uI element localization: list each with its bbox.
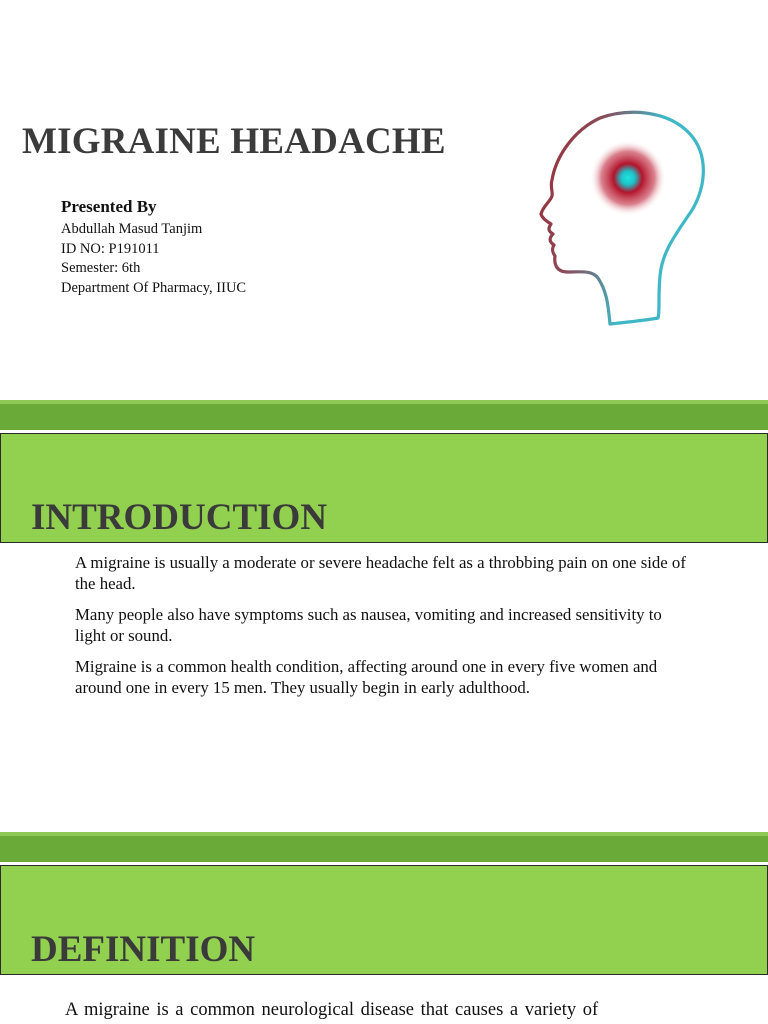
introduction-slide <box>0 400 768 832</box>
introduction-heading: INTRODUCTION <box>31 497 328 538</box>
presenter-info <box>61 197 421 298</box>
presented-by-label: Presented By <box>61 197 157 216</box>
introduction-paragraph: Migraine is a common health condition, affecting around one in every five women and around one in every 15 men. They usually begin in early adulthood. <box>75 657 658 697</box>
presenter-semester: Semester: 6th <box>61 260 141 276</box>
section-top-bar <box>0 832 768 862</box>
title-slide <box>0 0 768 400</box>
introduction-paragraph: A migraine is usually a moderate or severe headache felt as a throbbing pain on one side of the head. <box>75 553 686 593</box>
definition-slide <box>0 832 768 1024</box>
introduction-title-band <box>0 433 768 543</box>
pain-glow <box>590 140 666 216</box>
introduction-paragraph: Many people also have symptoms such as nausea, vomiting and increased sensitivity to light or sound. <box>75 605 662 645</box>
definition-paragraph: A migraine is a common neurological disease that causes a variety of <box>65 1000 599 1020</box>
presentation-title: MIGRAINE HEADACHE <box>22 121 446 162</box>
definition-heading: DEFINITION <box>31 929 256 970</box>
definition-title-band <box>0 865 768 975</box>
presenter-department: Department Of Pharmacy, IIUC <box>61 279 247 296</box>
presenter-name: Abdullah Masud Tanjim <box>61 221 203 237</box>
presenter-id: ID NO: P191011 <box>61 240 160 257</box>
head-pain-icon <box>528 106 708 330</box>
section-top-bar <box>0 400 768 430</box>
